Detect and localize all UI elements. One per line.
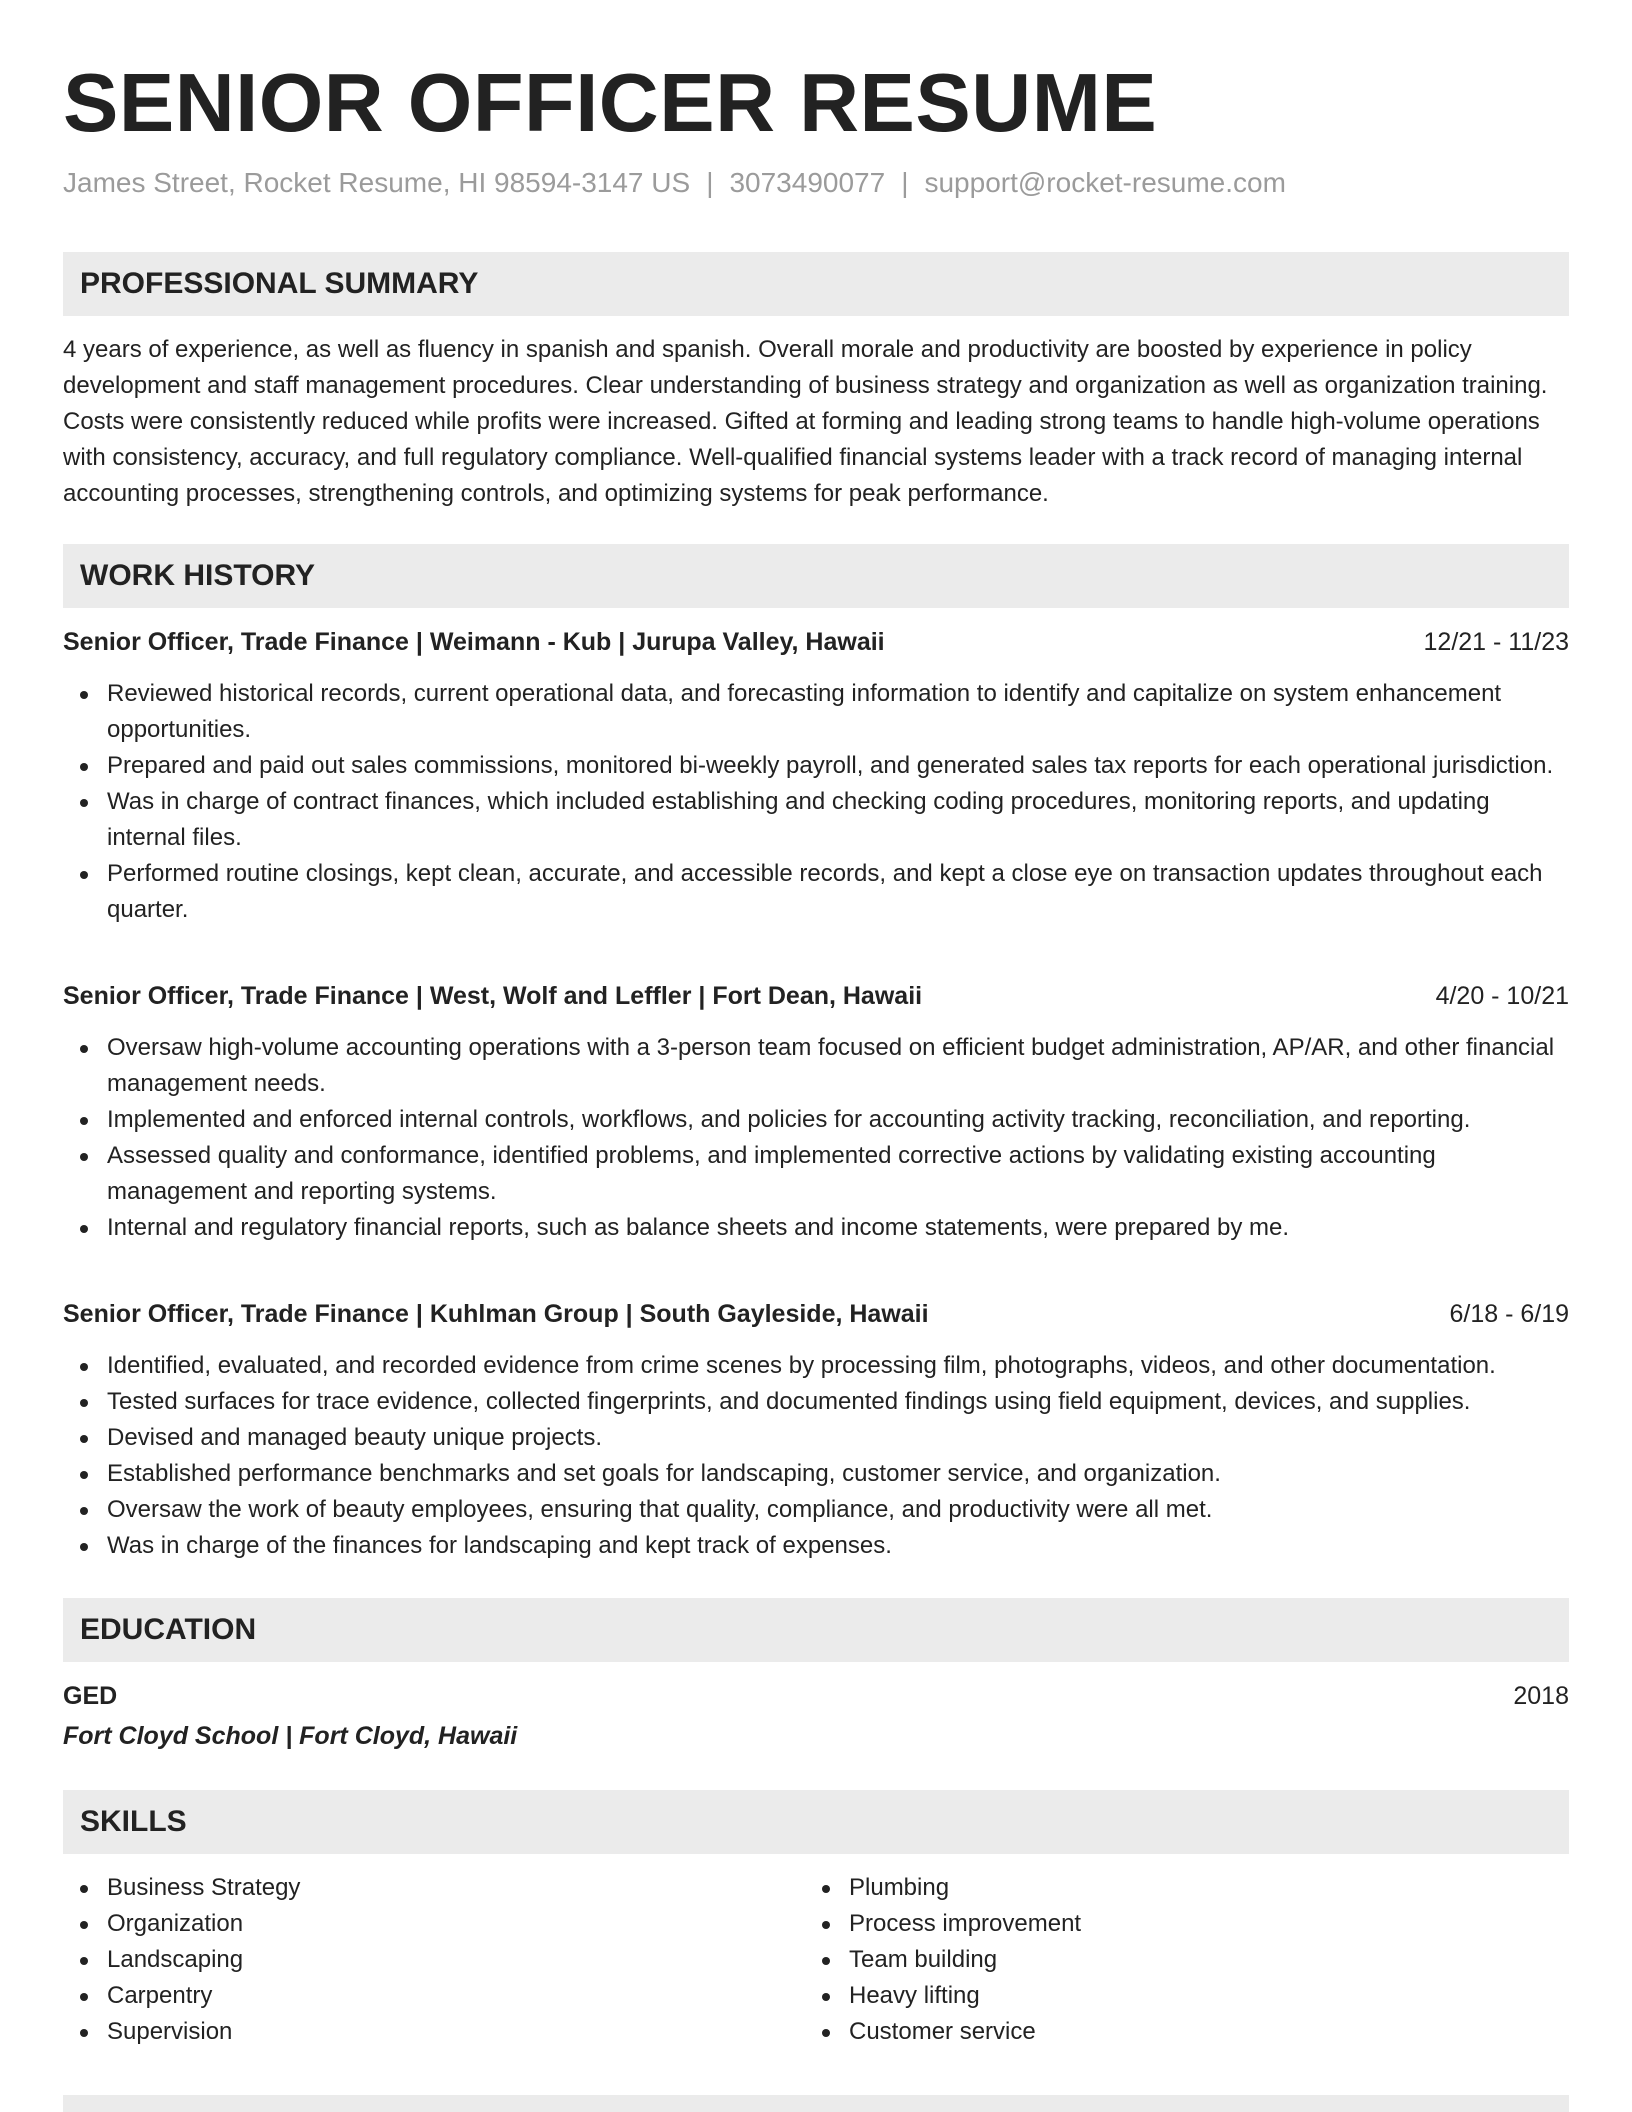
section-heading-skills: SKILLS	[63, 1790, 1569, 1854]
skill-item: Business Strategy	[63, 1870, 805, 1906]
section-heading-summary: PROFESSIONAL SUMMARY	[63, 252, 1569, 316]
contact-separator: |	[901, 167, 909, 198]
graduation-year: 2018	[1513, 1682, 1569, 1710]
skill-item: Plumbing	[805, 1870, 1547, 1906]
section-heading-work: WORK HISTORY	[63, 544, 1569, 608]
job-title: Senior Officer, Trade Finance | West, Wolf and Leffler | Fort Dean, Hawaii	[63, 982, 923, 1010]
job-title: Senior Officer, Trade Finance | Kuhlman Group | South Gayleside, Hawaii	[63, 1300, 929, 1328]
job-bullets	[63, 1030, 1569, 1246]
job-bullet: Assessed quality and conformance, identified problems, and implemented corrective actions by validating existing accounting management and reporting systems.	[63, 1138, 1569, 1210]
resume-title: SENIOR OFFICER RESUME	[63, 56, 1158, 149]
education-header	[63, 1678, 1569, 1714]
job-bullet: Identified, evaluated, and recorded evidence from crime scenes by processing film, photographs, videos, and other documentation.	[63, 1348, 1569, 1384]
section-heading-education: EDUCATION	[63, 1598, 1569, 1662]
job-bullet: Tested surfaces for trace evidence, collected fingerprints, and documented findings using field equipment, devices, and supplies.	[63, 1384, 1569, 1420]
skill-item: Process improvement	[805, 1906, 1547, 1942]
address: James Street, Rocket Resume, HI 98594-3147 US	[63, 167, 691, 198]
job-bullet: Devised and managed beauty unique projects.	[63, 1420, 1569, 1456]
skills-list-right	[805, 1870, 1547, 2050]
skill-item: Team building	[805, 1942, 1547, 1978]
job-bullet: Reviewed historical records, current operational data, and forecasting information to identify and capitalize on system enhancement opportunities.	[63, 676, 1569, 748]
job-bullet: Was in charge of the finances for landscaping and kept track of expenses.	[63, 1528, 1569, 1564]
skill-item: Heavy lifting	[805, 1978, 1547, 2014]
job-dates: 12/21 - 11/23	[1423, 628, 1569, 656]
job-dates: 4/20 - 10/21	[1435, 982, 1569, 1010]
job-entry	[63, 978, 1569, 1280]
skill-item: Carpentry	[63, 1978, 805, 2014]
job-bullet: Was in charge of contract finances, which included establishing and checking coding procedures, monitoring reports, and updating internal files.	[63, 784, 1569, 856]
job-dates: 6/18 - 6/19	[1449, 1300, 1569, 1328]
job-bullets	[63, 1348, 1569, 1564]
job-bullet: Oversaw the work of beauty employees, ensuring that quality, compliance, and productivity were all met.	[63, 1492, 1569, 1528]
job-bullet: Oversaw high-volume accounting operations with a 3-person team focused on efficient budget administration, AP/AR, and other financial management needs.	[63, 1030, 1569, 1102]
job-bullet: Performed routine closings, kept clean, accurate, and accessible records, and kept a close eye on transaction updates throughout each quarter.	[63, 856, 1569, 928]
skills-section	[63, 1790, 1569, 2050]
school-name: Fort Cloyd School | Fort Cloyd, Hawaii	[63, 1722, 518, 1750]
skill-item: Supervision	[63, 2014, 805, 2050]
job-header	[63, 624, 1569, 660]
job-bullet: Internal and regulatory financial reports, such as balance sheets and income statements, were prepared by me.	[63, 1210, 1569, 1246]
summary-text: 4 years of experience, as well as fluency in spanish and spanish. Overall morale and productivity are boosted by experience in policy development and staff management procedures. Clear understanding of business strategy and organization as well as organization training. Costs were consistently reduced while profits were increased. Gifted at forming and leading strong teams to handle high-volume operations with consistency, accuracy, and full regulatory compliance. Well-qualified financial systems leader with a track record of managing internal accounting processes, strengthening controls, and optimizing systems for peak performance.	[63, 336, 1548, 507]
next-section-header-bar	[63, 2095, 1569, 2112]
job-header	[63, 1296, 1569, 1332]
job-bullet: Prepared and paid out sales commissions, monitored bi-weekly payroll, and generated sales tax reports for each operational jurisdiction.	[63, 748, 1569, 784]
email-address: support@rocket-resume.com	[924, 167, 1286, 198]
skills-columns	[63, 1854, 1569, 2050]
contact-separator: |	[706, 167, 714, 198]
job-bullet: Established performance benchmarks and set goals for landscaping, customer service, and organization.	[63, 1456, 1569, 1492]
phone-number: 3073490077	[729, 167, 886, 198]
work-history-section	[63, 544, 1569, 1598]
job-bullets	[63, 676, 1569, 928]
job-header	[63, 978, 1569, 1014]
education-section	[63, 1598, 1569, 1790]
skill-item: Landscaping	[63, 1942, 805, 1978]
skills-list-left	[63, 1870, 805, 2050]
skill-item: Organization	[63, 1906, 805, 1942]
job-bullet: Implemented and enforced internal controls, workflows, and policies for accounting activity tracking, reconciliation, and reporting.	[63, 1102, 1569, 1138]
job-entry	[63, 624, 1569, 962]
professional-summary-section	[63, 252, 1569, 544]
degree: GED	[63, 1682, 118, 1710]
contact-line	[63, 148, 1569, 252]
job-entry	[63, 1296, 1569, 1598]
skill-item: Customer service	[805, 2014, 1547, 2050]
job-title: Senior Officer, Trade Finance | Weimann - Kub | Jurupa Valley, Hawaii	[63, 628, 885, 656]
